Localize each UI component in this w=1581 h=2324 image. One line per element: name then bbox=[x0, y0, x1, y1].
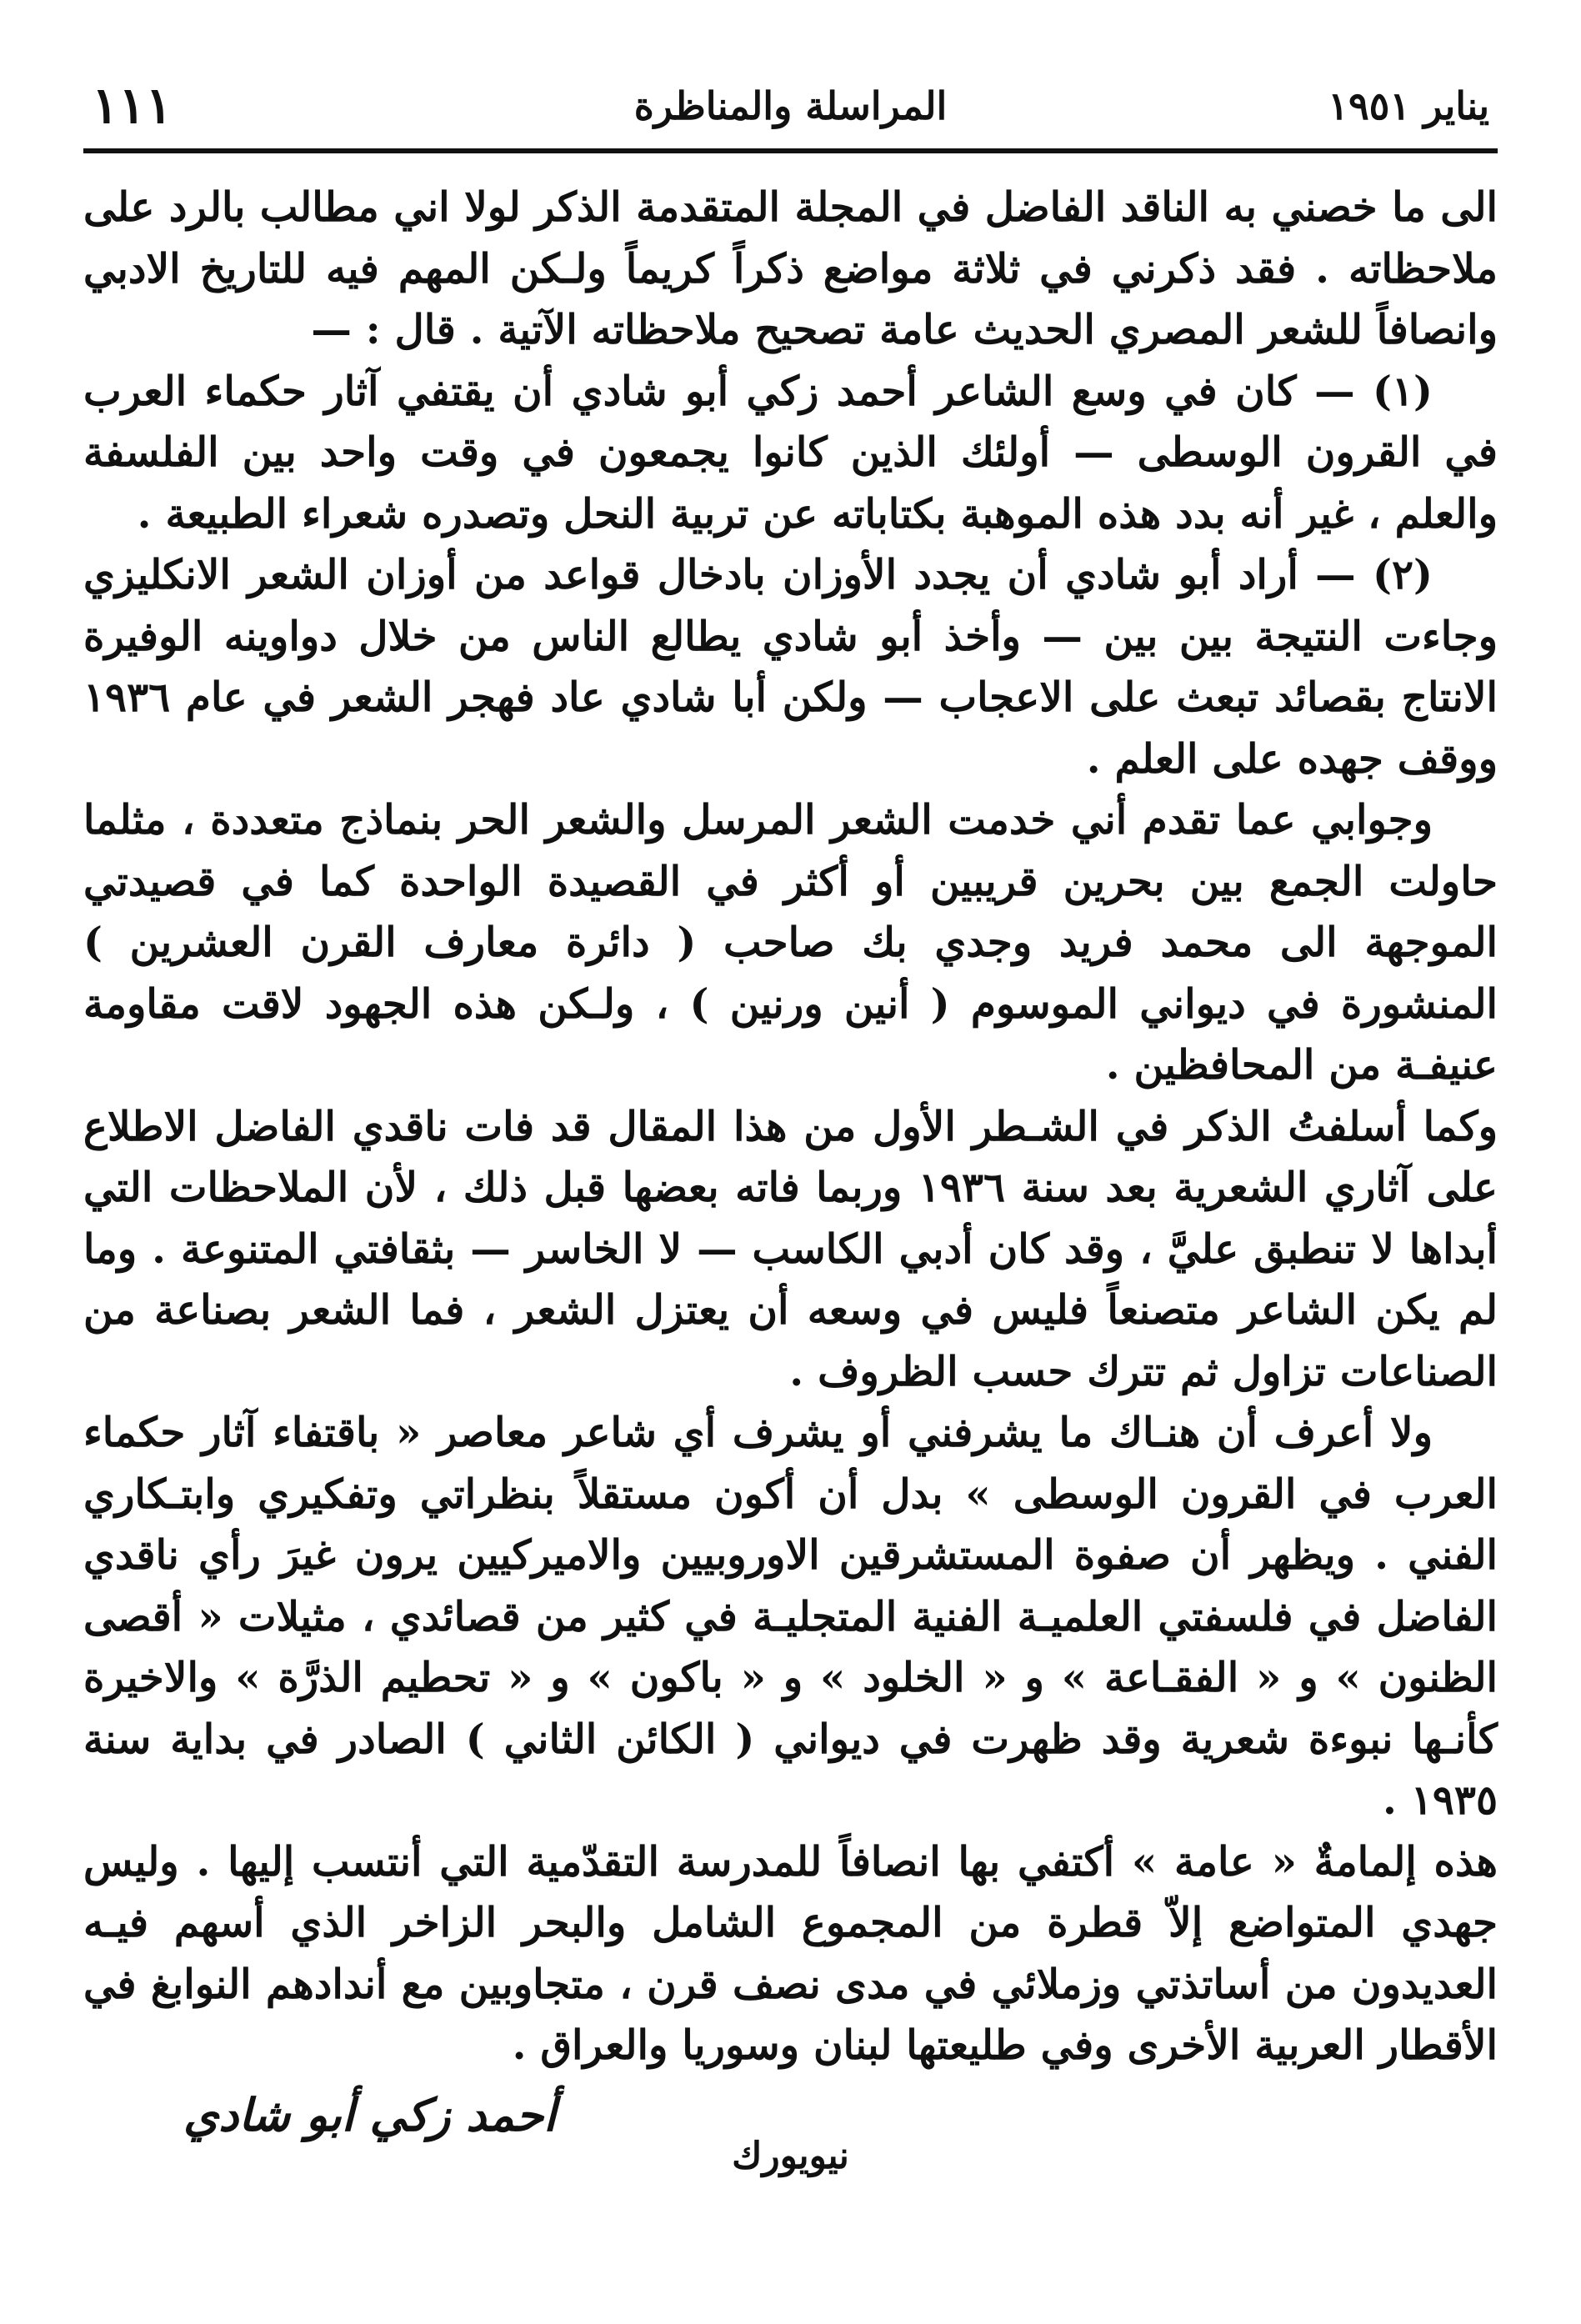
running-header bbox=[83, 77, 1498, 142]
issue-date: يناير ١٩٥١ bbox=[1328, 83, 1489, 128]
signature-block bbox=[83, 2080, 1498, 2230]
paragraph-works: وكما أسلفتُ الذكر في الشـطر الأول من هذا المقال قد فات ناقدي الفاضل الاطلاع على آثاري الشعرية بعد سنة ١٩٣٦ وربما فاته بعضها قبل ذلك ، لأن الملاحظات التي أبداها لا تنطبق عليَّ ، وقد كان أدبي الكاسب — لا الخاسر — بثقافتي المتنوعة . وما لم يكن الشاعر متصنعاً فليس في وسعه أن يعتزل الشعر ، فما الشعر بصناعة من الصناعات تزاول ثم تترك حسب الظروف . bbox=[83, 1102, 1498, 1395]
paragraph-independence: ولا أعرف أن هنـاك ما يشرفني أو يشرف أي شاعر معاصر « باقتفاء آثار حكماء العرب في القرون الوسطى » بدل أن أكون مستقلاً بنظراتي وتفكيري وابتـكاري الفني . ويظهر أن صفوة المستشرقين الاوروبيين والاميركيين يرون غيرَ رأي ناقدي الفاضل في فلسفتي العلميـة الفنية المتجليـة في كثير من قصائدي ، مثيلات « أقصى الظنون » و « الفقـاعة » و « الخلود » و « باكون » و « تحطيم الذرَّة » والاخيرة كأنـها نبوءة شعرية وقد ظهرت في ديواني ( الكائن الثاني ) الصادر في بداية سنة ١٩٣٥ . bbox=[83, 1409, 1498, 1824]
section-title: المراسلة والمناظرة bbox=[633, 83, 948, 128]
article-body bbox=[83, 177, 1498, 2076]
paragraph-conclusion: هذه إلمامةٌ « عامة » أكتفي بها انصافاً للمدرسة التقدّمية التي أنتسب إليها . وليس جهدي المتواضع إلاّ قطرة من المجموع الشامل والبحر الزاخر الذي أسهم فيـه العديدون من أساتذتي وزملائي في مدى نصف قرن ، متجاوبين مع أندادهم النوابغ في الأقطار العربية الأخرى وفي طليعتها لبنان وسوريا والعراق . bbox=[83, 1837, 1498, 2069]
paragraph-intro: الى ما خصني به الناقد الفاضل في المجلة المتقدمة الذكر لولا اني مطالب بالرد على ملاحظاته . فقد ذكرني في ثلاثة مواضع ذكراً كريماً ولـكن المهم فيه للتاريخ الادبي وانصافاً للشعر المصري الحديث عامة تصحيح ملاحظاته الآتية . قال : — bbox=[83, 183, 1498, 353]
author-signature: أحمد زكي أبو شادي bbox=[183, 2087, 557, 2141]
header-rule bbox=[83, 148, 1498, 153]
paragraph-reply: وجوابي عما تقدم أني خدمت الشعر المرسل والشعر الحر بنماذج متعددة ، مثلما حاولت الجمع بين بحرين قريبين أو أكثر في القصيدة الواحدة كما في قصيدتي الموجهة الى محمد فريد وجدي بك صاحب ( دائرة معارف القرن العشرين ) المنشورة في ديواني الموسوم ( أنين ورنين ) ، ولـكن هذه الجهود لاقت مقاومة عنيفـة من المحافظين . bbox=[83, 796, 1498, 1089]
paragraph-point-1: (١) — كان في وسع الشاعر أحمد زكي أبو شادي أن يقتفي آثار حكماء العرب في القرون الوسطى — أولئك الذين كانوا يجمعون في وقت واحد بين الفلسفة والعلم ، غير أنه بدد هذه الموهبة بكتاباته عن تربية النحل وتصدره شعراء الطبيعة . bbox=[83, 367, 1498, 538]
page-number: ١١١ bbox=[92, 77, 173, 135]
paragraph-point-2: (٢) — أراد أبو شادي أن يجدد الأوزان بادخال قواعد من أوزان الشعر الانكليزي وجاءت النتيجة بين بين — وأخذ أبو شادي يطالع الناس من خلال دواوينه الوفيرة الانتاج بقصائد تبعث على الاعجاب — ولكن أبا شادي عاد فهجر الشعر في عام ١٩٣٦ ووقف جهده على العلم . bbox=[83, 551, 1498, 783]
author-location: نيويورك bbox=[732, 2134, 849, 2177]
